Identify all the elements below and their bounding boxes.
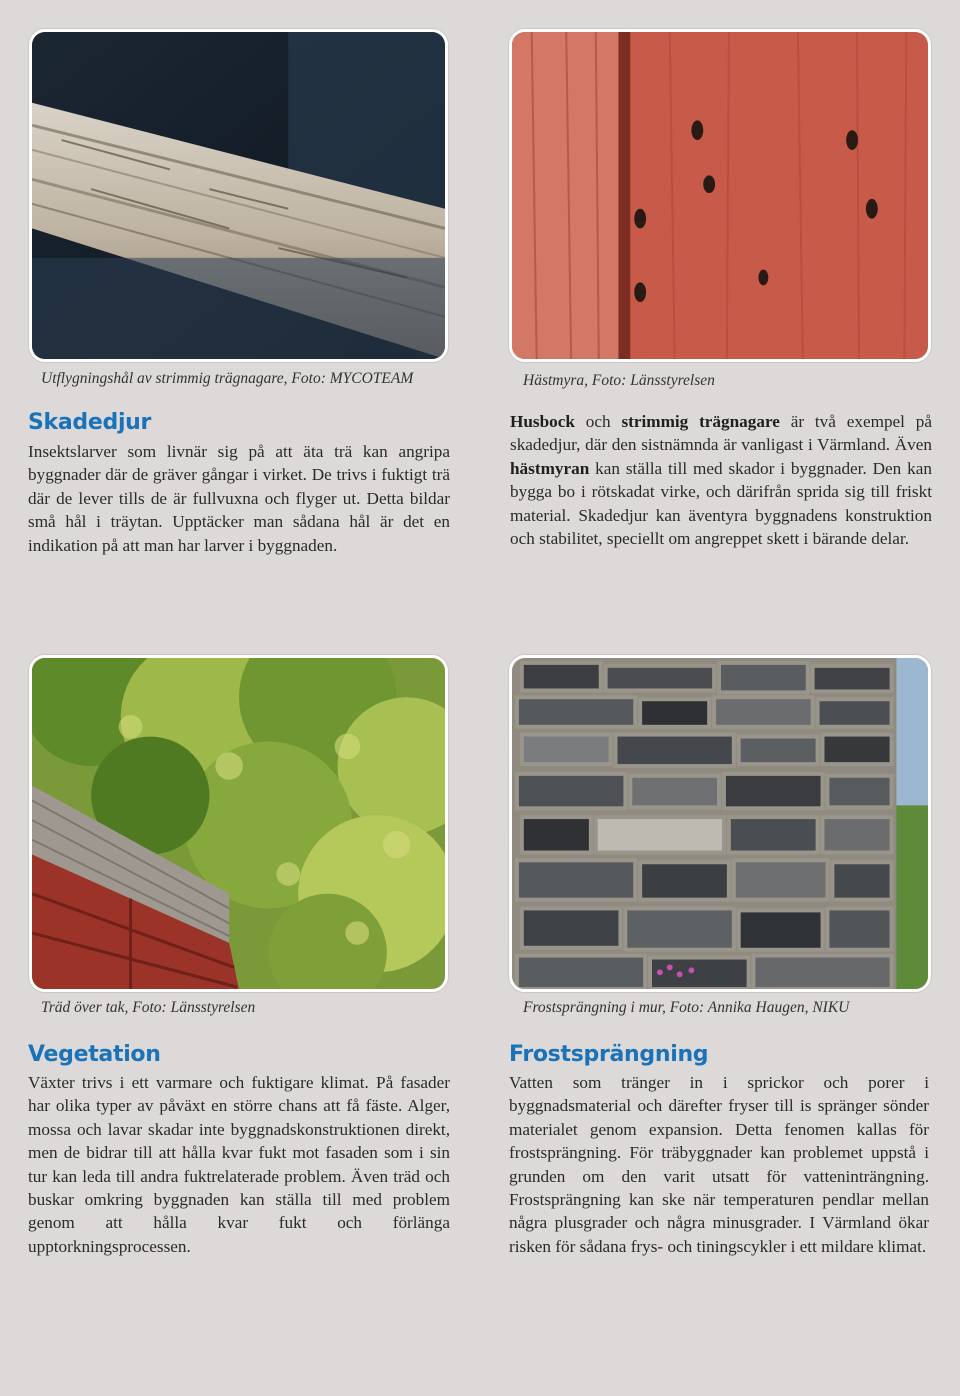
text-frost [509, 1071, 929, 1258]
text-part-2: är två exempel på skadedjur, där den sistnämnda är vanligast i Värmland. Även [510, 412, 932, 455]
caption-tree: Träd över tak, Foto: Länsstyrelsen [41, 999, 256, 1016]
term-hastmyran: hästmyran [510, 458, 590, 478]
photo-wall [509, 655, 931, 992]
tree-image [32, 658, 445, 989]
paragraph-vegetation: Växter trivs i ett varmare och fuktigare klimat. På fasader har olika typer av påväxt en större chans att få fäste. Alger, mossa och lavar skadar inte byggnadskonstruktionen direkt, men de bidrar till att hålla kvar fukt mot fasaden som i sin tur kan leda till andra fuktrelaterade problem. Även träd och buskar omkring byggnaden kan ställa till med problem genom att hålla kvar fukt och förlänga upptorkningsprocessen. [28, 1073, 450, 1256]
photo-beetle-holes [29, 29, 448, 362]
caption-ants: Hästmyra, Foto: Länsstyrelsen [523, 372, 715, 389]
caption-wall: Frostsprängning i mur, Foto: Annika Haugen, NIKU [523, 999, 850, 1016]
paragraph-husbock [510, 410, 932, 550]
term-tragnagare: strimmig trägnagare [621, 412, 780, 431]
ants-image [512, 32, 928, 359]
term-husbock: Husbock [510, 412, 575, 431]
heading-skadedjur: Skadedjur [28, 410, 152, 435]
text-vegetation [28, 1071, 450, 1258]
wall-image [512, 658, 928, 989]
text-skadedjur [28, 440, 450, 557]
caption-beetle: Utflygningshål av strimmig trägnagare, Foto: MYCOTEAM [41, 370, 414, 387]
paragraph-skadedjur: Insektslarver som livnär sig på att äta trä kan angripa byggnader där de gräver gångar i virket. De trivs i fuktigt trä där de lever tills de är fullvuxna och flyger ut. Detta bildar små hål i träytan. Upptäcker man sådana hål är det en indikation på att man har larver i byggnaden. [28, 442, 450, 555]
beam-image [32, 32, 445, 359]
photo-tree [29, 655, 448, 992]
paragraph-frost: Vatten som tränger in i sprickor och porer i byggnadsmaterial och därefter fryser till is spränger sönder materialet genom expansion. Detta fenomen kallas för frostsprängning. För träbyggnader kan problemet uppstå i grunden om den varit utsatt för vatteninträngning. Frostsprängning kan ske när temperaturen pendlar mellan några plusgrader och några minusgrader. I Värmland ökar risken för sådana frys- och tiningscykler i ett mildare klimat. [509, 1073, 929, 1256]
heading-frost: Frostsprängning [509, 1042, 709, 1067]
text-part-1: och [574, 412, 622, 431]
photo-ants [509, 29, 931, 362]
text-part-3: kan ställa till med skador i byggnader. Den kan bygga bo i rötskadat virke, och därifrån sprida sig till friskt material. Skadedjur kan äventyra byggnadens konstruktion och stabilitet, speciellt om angreppet skett i bärande delar. [510, 458, 932, 549]
heading-vegetation: Vegetation [28, 1042, 161, 1067]
text-husbock [510, 410, 932, 550]
